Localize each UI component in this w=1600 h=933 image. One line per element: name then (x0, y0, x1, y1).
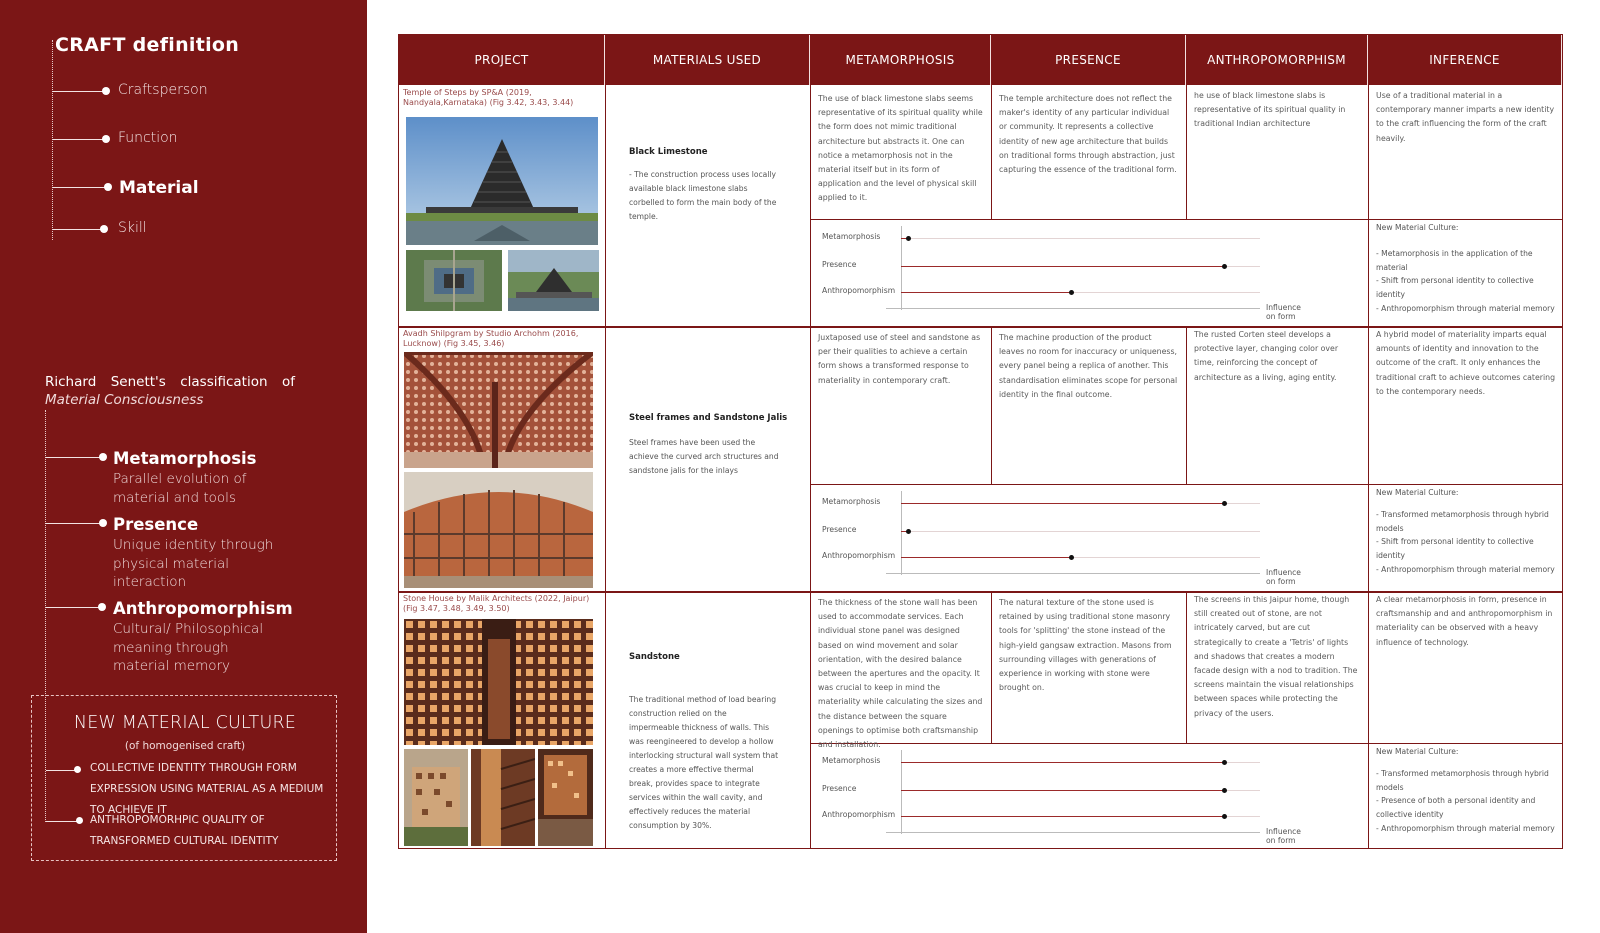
chart-row-label: Metamorphosis (822, 497, 881, 506)
culture-item: - Anthropomorphism through material memory (1376, 303, 1555, 313)
chart-point (1222, 814, 1227, 819)
anthropomorphism-text: The screens in this Jaipur home, though still created out of stone, are not intricately carved, but are cut strategically to create a 'Tetris' of lights and shadows that creates a modern facade design with a nod to tradition. The screens maintain the visual relationships between spaces while protecting the privacy of the users. (1194, 595, 1358, 718)
presence-text: The natural texture of the stone used is retained by using traditional stone masonry tools for 'splitting' the stone instead of the high-yield gangsaw extraction. Masons from surrounding villages with generations of experience in working with stone were brought on. (999, 598, 1172, 693)
consciousness-branch (45, 607, 102, 608)
nmc-branch (46, 770, 76, 771)
nmc-dot (74, 766, 81, 773)
culture-item: - Shift from personal identity to collective identity (1376, 537, 1534, 561)
anthropomorphism-text: The rusted Corten steel develops a protective layer, changing color over time, reinforcing the concept of architecture as a living, aging entity. (1194, 330, 1339, 382)
culture-item: - Shift from personal identity to collective identity (1376, 276, 1534, 300)
metamorphosis-text: The use of black limestone slabs seems representative of its spiritual quality while the form does not mimic traditional architecture but abstracts it. One can notice a metamorphosis not in the material itself but in its form of application and the level of physical skill applied to it. (818, 94, 983, 203)
header-inference: INFERENCE (1368, 35, 1562, 85)
culture-block (1376, 221, 1556, 316)
material-title: Black Limestone (629, 147, 708, 157)
temple-of-steps-photo (406, 117, 598, 245)
anthropomorphism-desc: Cultural/ Philosophical meaning through material memory (113, 621, 264, 674)
chart-row-label: Metamorphosis (822, 232, 881, 241)
metamorphosis-title: Metamorphosis (113, 449, 257, 468)
craft-branch (52, 91, 104, 92)
material-text: - The construction process uses locally available black limestone slabs corbelled to form the main body of the temple. (629, 170, 777, 221)
anthropomorphism-text: he use of black limestone slabs is representative of its spiritual quality in traditional Indian architecture (1194, 91, 1346, 129)
col-divider (1186, 326, 1187, 484)
nmc-item: COLLECTIVE IDENTITY THROUGH FORM EXPRESSION USING MATERIAL AS A MEDIUM TO ACHIEVE IT (90, 762, 324, 816)
consciousness-dot (98, 603, 106, 611)
consciousness-dot (99, 453, 107, 461)
chart-point (906, 236, 911, 241)
stone-house-stair-photo (471, 749, 535, 846)
culture-item: - Metamorphosis in the application of the material (1376, 248, 1533, 272)
anthropomorphism-title: Anthropomorphism (113, 599, 293, 618)
craft-branch (52, 187, 106, 188)
craft-definition-title: CRAFT definition (55, 34, 240, 56)
col-divider (991, 591, 992, 743)
avadh-shilpgram-jali-photo (404, 352, 593, 468)
chart-point (1222, 264, 1227, 269)
chart-x-axis (886, 573, 1260, 574)
col-divider (1186, 591, 1187, 743)
new-material-culture-subtitle: (of homogenised craft) (124, 740, 246, 752)
craft-analysis-table (398, 34, 1563, 849)
chart-row-label: Anthropomorphism (822, 810, 896, 819)
chart-row-label: Presence (822, 784, 857, 793)
chart-gridline (901, 238, 1260, 239)
culture-title: New Material Culture: (1376, 488, 1459, 497)
culture-title: New Material Culture: (1376, 223, 1459, 232)
senett-subtitle: Material Consciousness (45, 392, 204, 408)
chart-bar (901, 762, 1224, 764)
chart-point (1069, 290, 1074, 295)
chart-bar (901, 292, 1071, 294)
chart-x-label: Influence on form (1266, 827, 1301, 845)
stone-house-facade-photo (404, 749, 468, 846)
culture-item: - Transformed metamorphosis through hybrid models (1376, 768, 1549, 792)
chart-gridline (901, 531, 1260, 532)
chart-bar (901, 266, 1224, 268)
project-title: Stone House by Malik Architects (2022, Jaipur) (Fig 3.47, 3.48, 3.49, 3.50) (403, 594, 590, 613)
chart-row-label: Anthropomorphism (822, 286, 896, 295)
culture-item: - Anthropomorphism through material memory (1376, 823, 1555, 833)
presence-title: Presence (113, 515, 199, 534)
stone-house-interior-photo (538, 749, 593, 846)
craft-item-function: Function (118, 130, 178, 146)
culture-block (1376, 486, 1556, 577)
chart-bar (901, 557, 1071, 559)
stone-house-screen-photo (404, 619, 593, 745)
metamorphosis-desc: Parallel evolution of material and tools (113, 471, 247, 506)
culture-item: - Presence of both a personal identity and collective identity (1376, 796, 1536, 820)
chart-bar (901, 816, 1224, 818)
inference-text: A clear metamorphosis in form, presence in craftsmanship and and anthropomorphism in materiality can be observed with a heavy influence of technology. (1376, 595, 1553, 647)
craft-tree-line (52, 40, 53, 240)
craft-dot (100, 225, 108, 233)
influence-chart (810, 220, 1301, 326)
temple-drone-photo (508, 250, 599, 311)
header-project: PROJECT (399, 35, 605, 85)
avadh-shilpgram-construction-photo (404, 472, 593, 588)
new-material-culture-box (31, 695, 337, 861)
chart-point (1222, 760, 1227, 765)
project-title: Temple of Steps by SP&A (2019, Nandyala,Karnataka) (Fig 3.42, 3.43, 3.44) (403, 88, 574, 107)
chart-row-label: Presence (822, 525, 857, 534)
header-metamorphosis: METAMORPHOSIS (810, 35, 991, 85)
header-presence: PRESENCE (991, 35, 1186, 85)
col-divider (605, 85, 606, 848)
col-divider (1186, 85, 1187, 219)
header-materials: MATERIALS USED (605, 35, 810, 85)
chart-row-label: Presence (822, 260, 857, 269)
material-title: Sandstone (629, 652, 680, 662)
material-text: Steel frames have been used the achieve the curved arch structures and sandstone jalis for the inlays (629, 438, 779, 475)
col-divider (1368, 85, 1369, 848)
chart-x-label: Influence on form (1266, 303, 1301, 321)
col-divider (810, 85, 811, 848)
craft-dot (102, 135, 110, 143)
presence-text: The machine production of the product leaves no room for inaccuracy or uniqueness, every panel being a replica of another. This standardisation eliminates scope for personal identity in the final outcome. (999, 333, 1178, 399)
project-title: Avadh Shilpgram by Studio Archohm (2016, Lucknow) (Fig 3.45, 3.46) (403, 329, 579, 348)
craft-branch (52, 229, 102, 230)
chart-x-axis (886, 308, 1260, 309)
senett-title: Richard Senett's classification of (45, 374, 295, 390)
consciousness-branch (45, 457, 103, 458)
culture-item: - Anthropomorphism through material memory (1376, 564, 1555, 574)
header-anthropomorphism: ANTHROPOMORPHISM (1186, 35, 1368, 85)
temple-aerial-photo (406, 250, 502, 311)
col-divider (991, 85, 992, 219)
chart-bar (901, 790, 1224, 792)
presence-desc: Unique identity through physical material interaction (113, 537, 274, 590)
craft-branch (52, 139, 104, 140)
chart-point (1069, 555, 1074, 560)
culture-block (1376, 745, 1556, 836)
metamorphosis-text: The thickness of the stone wall has been used to accommodate services. Each individual stone panel was designed based on wind movement and solar orientation, with the desired balance between the apertures and the opacity. It was crucial to keep in mind the materiality while calculating the sizes and the distance between the square openings to optimise both craftsmanship and installation. (818, 598, 983, 750)
col-divider (991, 326, 992, 484)
craft-dot (102, 87, 110, 95)
material-title: Steel frames and Sandstone Jalis (629, 413, 788, 423)
chart-bar (901, 503, 1224, 505)
new-material-culture-title: NEW MATERIAL CULTURE (73, 713, 297, 733)
chart-point (906, 529, 911, 534)
inference-text: Use of a traditional material in a contemporary manner imparts a new identity to the craft influencing the form of the craft heavily. (1376, 91, 1555, 143)
craft-dot (104, 183, 112, 191)
craft-item-material: Material (119, 178, 199, 198)
culture-title: New Material Culture: (1376, 747, 1459, 756)
nmc-dot (76, 817, 83, 824)
chart-point (1222, 501, 1227, 506)
material-text: The traditional method of load bearing construction relied on the impermeable thickness of walls. This was reengineered to develop a hollow interlocking structural wall system that creates a more effective thermal break, provides space to integrate services within the wall cavity, and effectively reduces the material consumption by 30%. (629, 695, 779, 830)
nmc-item: ANTHROPOMORHPIC QUALITY OF TRANSFORMED CULTURAL IDENTITY (90, 814, 279, 847)
inference-text: A hybrid model of materiality imparts equal amounts of identity and innovation to the outcome of the craft. It only enhances the traditional craft to achieve outcomes catering to the contemporary needs. (1376, 330, 1556, 396)
influence-chart (810, 485, 1301, 591)
craft-item-skill: Skill (118, 220, 147, 236)
craft-item-craftsperson: Craftsperson (118, 82, 208, 98)
chart-x-label: Influence on form (1266, 568, 1301, 586)
consciousness-dot (99, 519, 107, 527)
influence-chart (810, 744, 1301, 848)
chart-point (1222, 788, 1227, 793)
culture-item: - Transformed metamorphosis through hybrid models (1376, 509, 1549, 533)
chart-row-label: Metamorphosis (822, 756, 881, 765)
chart-row-label: Anthropomorphism (822, 551, 896, 560)
metamorphosis-text: Juxtaposed use of steel and sandstone as per their qualities to achieve a certain form shows a transformed response to materiality in contemporary craft. (818, 333, 981, 385)
left-panel (0, 0, 367, 933)
chart-x-axis (886, 832, 1260, 833)
consciousness-branch (45, 523, 103, 524)
presence-text: The temple architecture does not reflect the maker's identity of any particular individual or community. It represents a collective identity of new age architecture that builds on traditional forms through abstraction, just capturing the essence of the traditional form. (999, 94, 1177, 175)
nmc-branch (46, 821, 79, 822)
